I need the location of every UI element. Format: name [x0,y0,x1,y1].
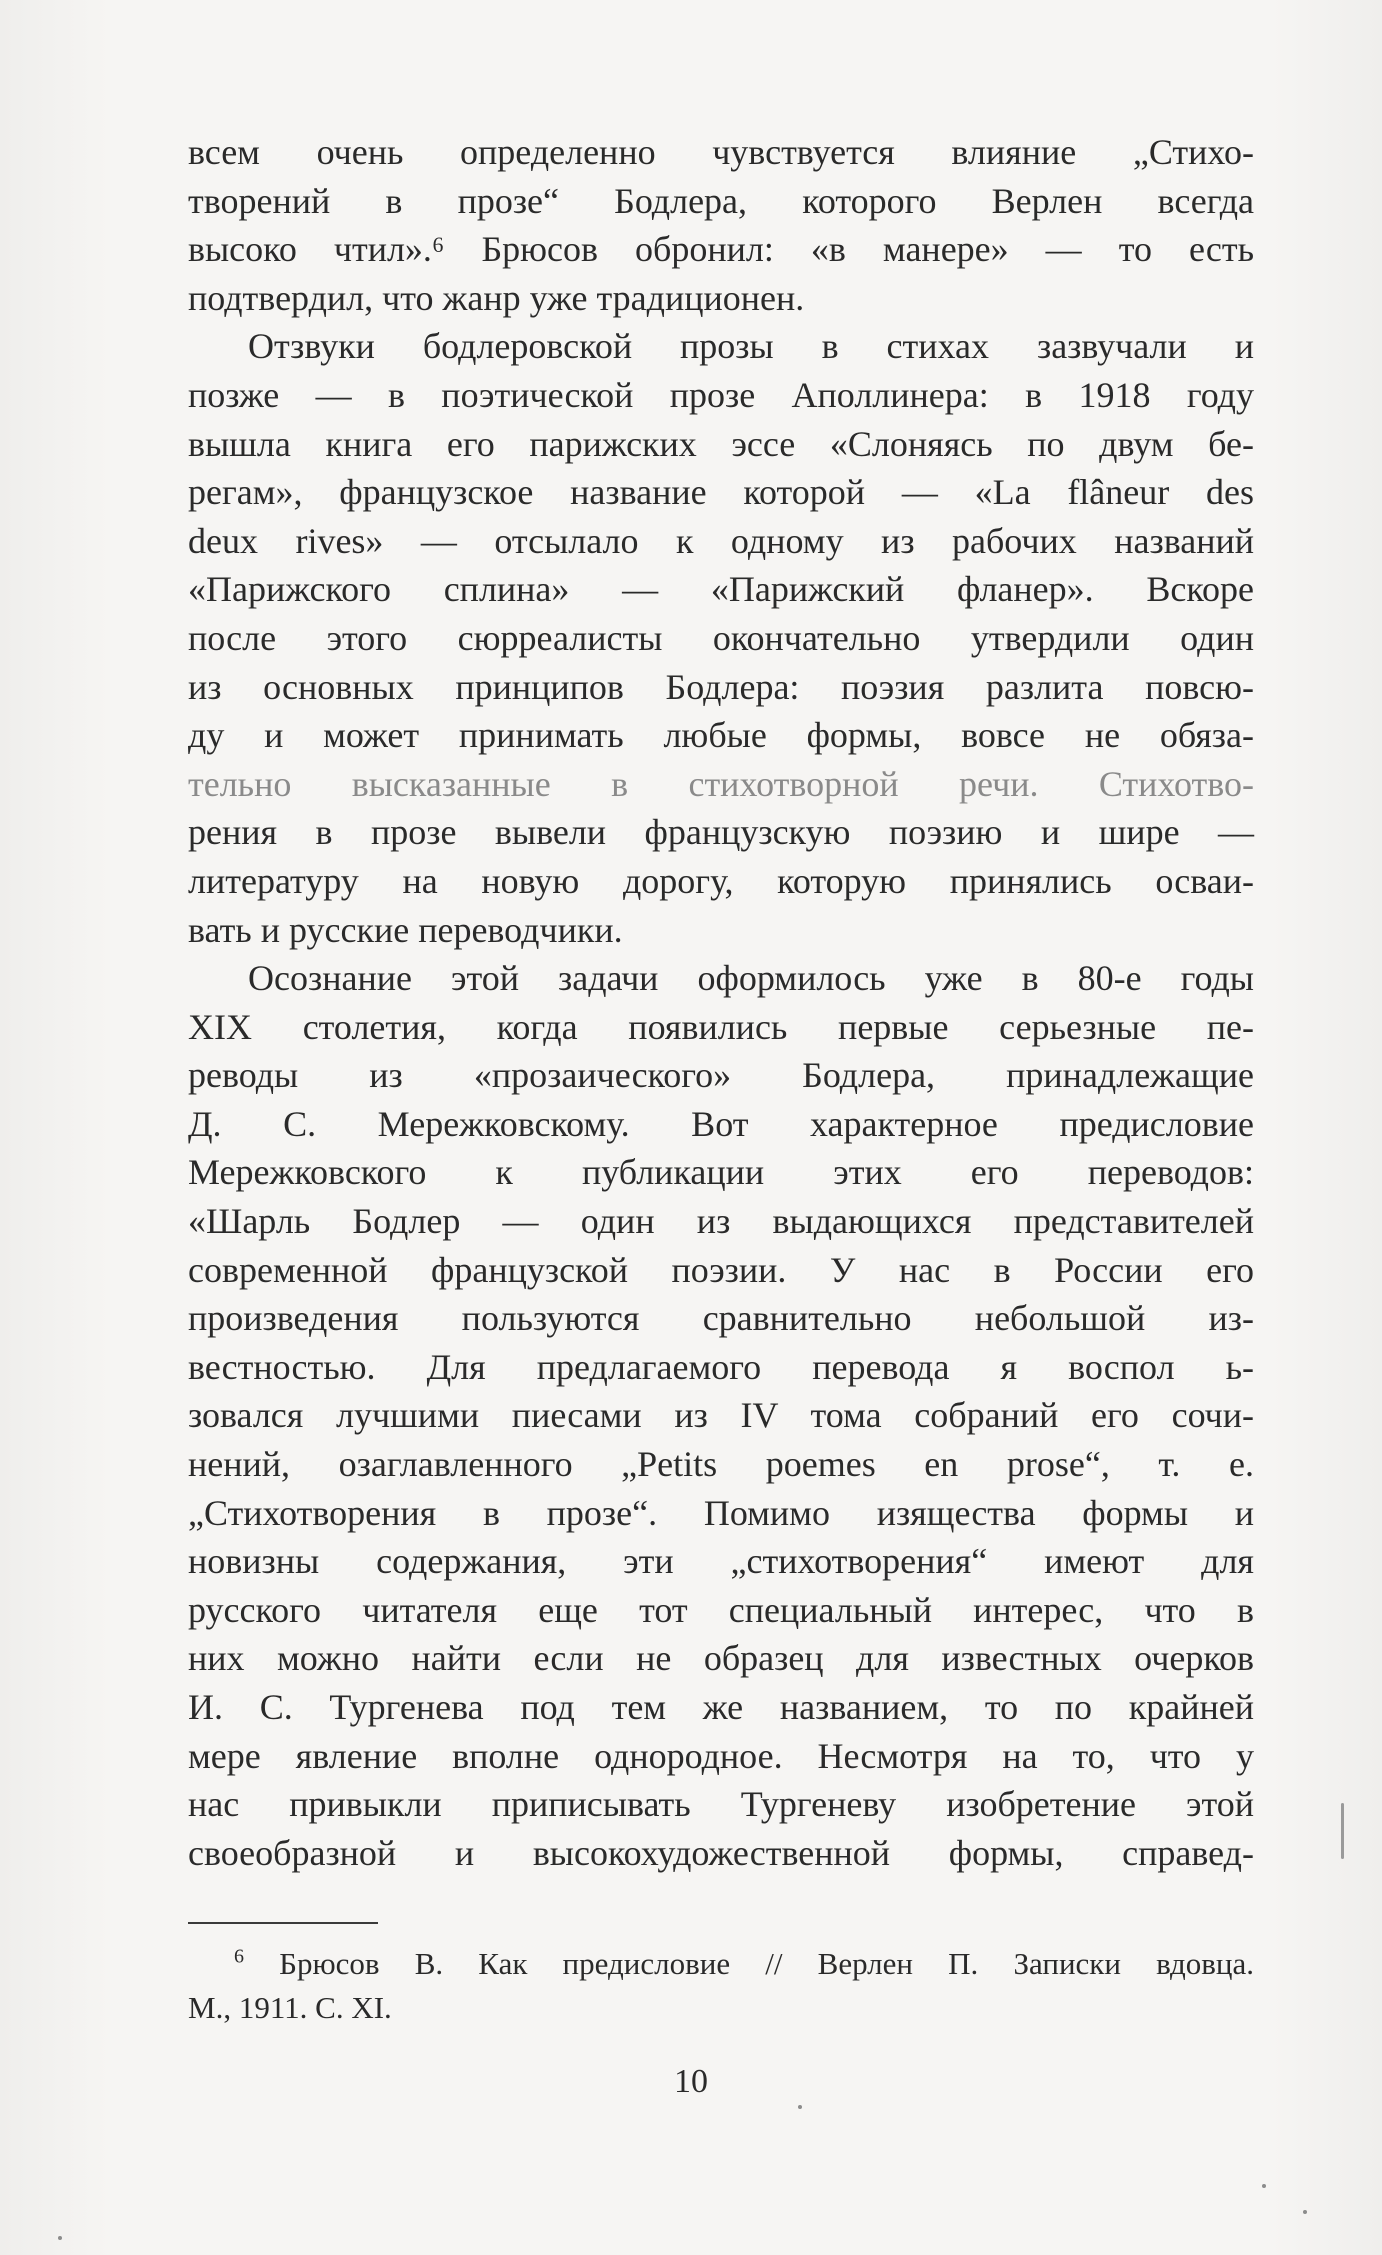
text-line: рения в прозе вывели французскую поэзию и шире — [188,812,1254,853]
paper-speck [1303,2210,1307,2214]
text-line: позже — в поэтической прозе Аполлинера: в 1918 году [188,374,1254,415]
text-line: нас привыкли приписывать Тургеневу изобретение этой [188,1784,1254,1825]
text-line: Д. С. Мережковскому. Вот характерное предисловие [188,1103,1254,1144]
text-line: ду и может принимать любые формы, вовсе не обяза- [188,715,1254,756]
body-text [188,128,1254,1877]
text-line: вестностью. Для предлагаемого перевода я воспол ь- [188,1346,1254,1387]
text-line: Отзвуки бодлеровской прозы в стихах зазвучали и [248,326,1254,367]
text-line: «Парижского сплина» — «Парижский фланер». Вскоре [188,569,1254,610]
text-line: зовался лучшими пиесами из IV тома собраний его сочи- [188,1395,1254,1436]
text-line: И. С. Тургенева под тем же названием, то по крайней [188,1687,1254,1727]
footnote-citation: Брюсов В. Как предисловие // Верлен П. Записки вдовца. [279,1946,1254,1981]
page-number: 10 [674,2063,708,2100]
text-line: новизны содержания, эти „стихотворения“ имеют для [188,1541,1254,1582]
text-line: реводы из «прозаического» Бодлера, принадлежащие [188,1055,1254,1096]
text-line: произведения пользуются сравнительно небольшой из- [188,1298,1254,1339]
text-line: творений в прозе“ Бодлера, которого Верлен всегда [188,180,1254,221]
footnote-section [188,1942,1254,2030]
text-line: мере явление вполне однородное. Несмотря на то, что у [188,1735,1254,1776]
text-line: вать и русские переводчики. [188,909,623,950]
paper-speck [1262,2184,1266,2188]
text-line: нений, озаглавленного „Petits poemes en prose“, т. е. [188,1444,1254,1485]
text-line: них можно найти если не образец для известных очерков [188,1638,1254,1679]
text-line: «Шарль Бодлер — один из выдающихся представителей [188,1201,1254,1242]
footnote-marker: 6 [234,1945,244,1968]
paper-speck [58,2236,62,2240]
text-line: вышла книга его парижских эссе «Слоняясь по двум бе- [188,423,1254,464]
text-line: своеобразной и высокохудожественной формы, справед- [188,1832,1254,1873]
text-line: XIX столетия, когда появились первые серьезные пе- [188,1006,1254,1047]
margin-pencil-mark [1341,1803,1344,1859]
text-line: Осознание этой задачи оформилось уже в 80-е годы [248,958,1254,999]
text-line: высоко чтил».⁶ Брюсов обронил: «в манере» — то есть [188,229,1254,270]
text-line: русского читателя еще тот специальный интерес, что в [188,1589,1254,1630]
footnote-line-1 [188,1942,1254,1986]
text-line: „Стихотворения в прозе“. Помимо изящества формы и [188,1492,1254,1533]
text-line: тельно высказанные в стихотворной речи. Стихотво- [188,763,1254,804]
text-line: современной французской поэзии. У нас в России его [188,1249,1254,1290]
footnote-line-2: М., 1911. С. XI. [188,1990,392,2025]
paper-speck [798,2105,802,2109]
text-line: Мережковского к публикации этих его переводов: [188,1152,1254,1193]
text-line: литературу на новую дорогу, которую принялись осваи- [188,860,1254,901]
text-line: регам», французское название которой — «La flâneur des [188,472,1254,513]
text-line: из основных принципов Бодлера: поэзия разлита повсю- [188,666,1254,707]
footnote-divider [188,1922,378,1924]
text-line: deux rives» — отсылало к одному из рабочих названий [188,520,1254,561]
text-line: всем очень определенно чувствуется влияние „Стихо- [188,132,1254,172]
text-line: после этого сюрреалисты окончательно утвердили один [188,617,1254,658]
text-line: подтвердил, что жанр уже традиционен. [188,277,805,318]
